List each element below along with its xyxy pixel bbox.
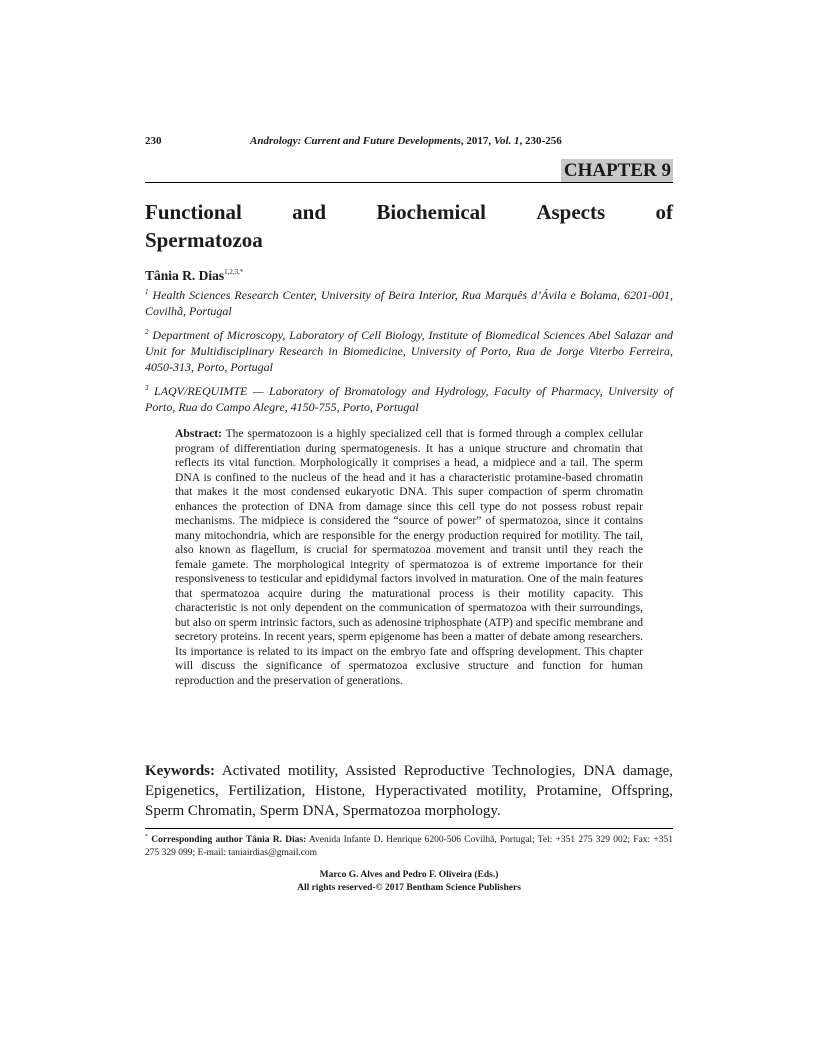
affiliation-text: Health Sciences Research Center, University of Beira Interior, Rua Marquês d’Ávila e Bolama, 6201-001, Covilhã, Portugal [145, 288, 673, 318]
affiliation-text: LAQV/REQUIMTE — Laboratory of Bromatology and Hydrology, Faculty of Pharmacy, University of Porto, Rua do Campo Alegre, 4150-755, Porto, Portugal [145, 384, 674, 414]
author [145, 263, 243, 285]
footnote-label: Corresponding author Tânia R. Dias: [151, 835, 307, 845]
affiliation-mark: 3 [145, 384, 149, 392]
chapter-label: CHAPTER 9 [561, 159, 673, 182]
journal-name: Andrology: Current and Future Developments [250, 135, 461, 147]
affiliation-text: Department of Microscopy, Laboratory of Cell Biology, Institute of Biomedical Sciences Abel Salazar and Unit for Multidisciplinary Research in Biomedicine, University of Porto, Rua de Jorge Viterbo Ferreira, 4050-313, Porto, Portugal [145, 328, 674, 374]
affiliation [145, 380, 673, 415]
header-rule [145, 182, 673, 183]
running-head [145, 134, 673, 150]
chapter-title [145, 198, 673, 254]
title-word: and [292, 200, 327, 224]
editors-block [145, 869, 673, 895]
journal-volume: Vol. 1 [493, 135, 520, 147]
keywords-text: Activated motility, Assisted Reproductive Technologies, DNA damage, Epigenetics, Fertilization, Histone, Hyperactivated motility, Protamine, Offspring, Sperm Chromatin, Sperm DNA, Spermatozoa morphology. [145, 763, 673, 819]
abstract-text: The spermatozoon is a highly specialized cell that is formed through a complex cellular program of differentiation during spermatogenesis. It has a unique structure and chromatin that reflects its vital function. Morphologically it comprises a head, a midpiece and a tail. The sperm DNA is confined to the nucleus of the head and it has a characteristic protamine-based chromatin that makes it the most condensed eukaryotic DNA. This super compaction of sperm chromatin enhances the protection of DNA from damage since this cell type do not possess robust repair mechanisms. The midpiece is considered the “source of power” of spermatozoa, since it contains many mitochondria, which are responsible for the energy production required for motility. The tail, also known as flagellum, is crucial for spermatozoa movement and transit until they reach the female gamete. The morphological integrity of spermatozoa is of extreme importance for their responsiveness to testicular and epididymal factors involved in maturation. One of the main features that spermatozoa acquire during the maturational process is their motility capacity. This characteristic is not only dependent on the communication of spermatozoa with their surroundings, but also on sperm intrinsic factors, such as adenosine triphosphate (ATP) and specific membrane and secretory proteins. In recent years, sperm epigenome has been a matter of debate among researchers. Its importance is related to its impact on the embryo fate and offspring development. This chapter will discuss the significance of spermatozoa exclusive structure and function for human reproduction and the preservation of generations. [175, 427, 643, 687]
author-name: Tânia R. Dias [145, 268, 225, 283]
title-line-2: Spermatozoa [145, 228, 263, 252]
affiliation [145, 284, 673, 319]
footnote-rule [145, 828, 673, 829]
title-word: of [655, 200, 673, 224]
keywords-label: Keywords: [145, 763, 215, 779]
author-marks: 1,2,3,* [224, 268, 244, 276]
affiliation [145, 324, 673, 375]
title-word: Biochemical [376, 200, 486, 224]
title-word: Functional [145, 200, 242, 224]
journal-reference [250, 134, 562, 148]
footnote [145, 831, 673, 860]
journal-pages: , 230-256 [519, 135, 562, 147]
page-number: 230 [145, 135, 162, 147]
keywords [145, 761, 673, 821]
affiliation-mark: 2 [145, 328, 149, 336]
abstract-label: Abstract: [175, 427, 223, 440]
title-word: Aspects [536, 200, 606, 224]
footnote-text: Avenida Infante D. Henrique 6200-506 Covilhã, Portugal; Tel: +351 275 329 002; Fax: +351 275 329 099; E-mail: taniairdias@gmail.com [145, 835, 673, 858]
title-line-1 [145, 198, 673, 226]
journal-year: , 2017, [460, 135, 494, 147]
affiliation-mark: 1 [145, 288, 149, 296]
affiliations [145, 284, 673, 420]
copyright-line: All rights reserved-© 2017 Bentham Science Publishers [297, 883, 521, 893]
footnote-mark: * [145, 834, 148, 840]
abstract [175, 427, 643, 688]
editors-line: Marco G. Alves and Pedro F. Oliveira (Eds.) [319, 870, 499, 880]
